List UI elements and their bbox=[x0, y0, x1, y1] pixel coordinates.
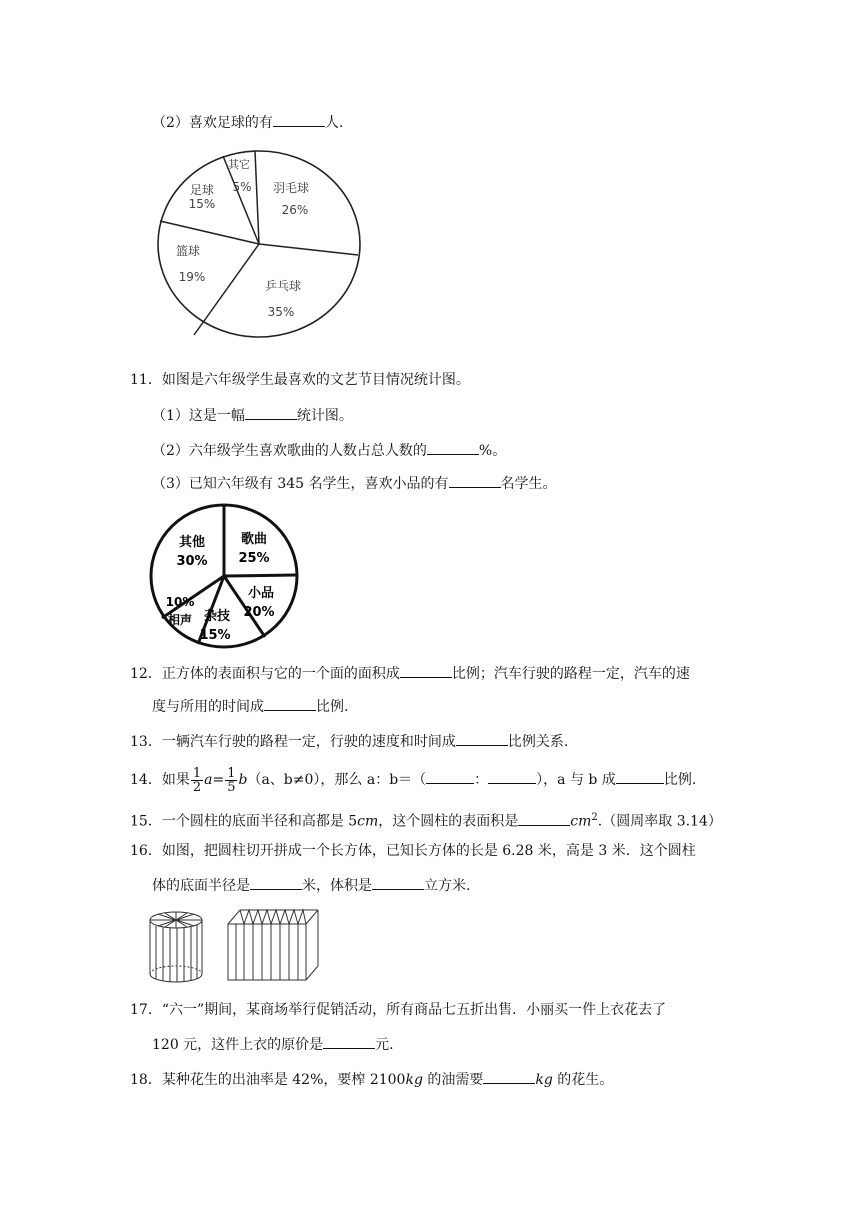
q17-l2-b: 元. bbox=[375, 1037, 394, 1053]
q13-a: 13．一辆汽车行驶的路程一定，行驶的速度和时间成 bbox=[130, 734, 456, 750]
q16-l2-a: 体的底面半径是 bbox=[152, 878, 250, 894]
answer-blank[interactable] bbox=[426, 769, 474, 784]
q18-unit1: kg bbox=[405, 1072, 423, 1088]
fraction-one-fifth bbox=[225, 767, 237, 794]
answer-blank[interactable] bbox=[456, 731, 508, 746]
cuboid-icon bbox=[228, 910, 318, 980]
q16-line2 bbox=[152, 875, 470, 896]
q10-sub2-end: 人. bbox=[324, 115, 344, 131]
answer-blank[interactable] bbox=[488, 769, 536, 784]
answer-blank[interactable] bbox=[518, 811, 570, 826]
q11-sub3-b: 名学生。 bbox=[500, 476, 557, 492]
sports-pie-chart bbox=[154, 146, 364, 342]
frac2-den: 5 bbox=[227, 779, 236, 795]
pie1-pct-pingpong: 35% bbox=[267, 305, 295, 319]
q11-sub1-b: 统计图。 bbox=[296, 408, 353, 424]
q12-l2-a: 度与所用的时间成 bbox=[152, 699, 264, 715]
q12-line2 bbox=[152, 696, 348, 717]
frac2-num: 1 bbox=[227, 765, 236, 781]
q14-close: ），a 与 b 成 bbox=[536, 772, 616, 788]
q10-sub2-text: （2）喜欢足球的有 bbox=[152, 115, 273, 131]
pie2-pct-acrobatics: 15% bbox=[199, 628, 231, 643]
pie2-pct-crosstalk: 10% bbox=[165, 595, 195, 609]
q14-a: 14．如果 bbox=[130, 772, 190, 788]
pie1-pct-basketball: 19% bbox=[178, 270, 206, 284]
cylinder-icon bbox=[150, 912, 202, 982]
pie1-pct-badminton: 26% bbox=[281, 203, 309, 217]
q15-a: 15．一个圆柱的底面半径和高都是 5 bbox=[130, 813, 358, 830]
q14-var-a: a bbox=[204, 772, 213, 788]
q15 bbox=[130, 808, 722, 832]
q15-b: ，这个圆柱的表面积是 bbox=[378, 813, 519, 830]
q18 bbox=[130, 1069, 613, 1090]
frac1-den: 2 bbox=[192, 779, 202, 795]
q11-sub2-a: （2）六年级学生喜欢歌曲的人数占总人数的 bbox=[152, 443, 427, 459]
q14-end: 比例. bbox=[663, 772, 697, 788]
answer-blank[interactable] bbox=[250, 875, 302, 890]
q11-sub2 bbox=[152, 440, 506, 461]
answer-blank[interactable] bbox=[449, 473, 501, 488]
q12-l2-b: 比例. bbox=[316, 699, 349, 715]
q15-unit2: cm bbox=[570, 813, 592, 830]
q11-sub1-a: （1）这是一幅 bbox=[152, 408, 245, 424]
pie2-pct-skit: 20% bbox=[243, 605, 275, 620]
pie1-label-pingpong: 乒乓球 bbox=[264, 279, 302, 293]
pie2-label-other: 其他 bbox=[178, 535, 206, 550]
q13-b: 比例关系. bbox=[507, 734, 569, 750]
q18-a: 18．某种花生的出油率是 42%，要榨 2100 bbox=[130, 1072, 406, 1088]
q11-sub2-b: %。 bbox=[478, 443, 507, 459]
pie1-pct-other: 5% bbox=[232, 180, 252, 194]
answer-blank[interactable] bbox=[427, 440, 479, 455]
pie1-label-football: 足球 bbox=[189, 183, 215, 197]
q15-unit1: cm bbox=[357, 813, 379, 830]
q18-c: 的花生。 bbox=[552, 1072, 614, 1088]
q14-colon: ： bbox=[474, 772, 489, 788]
answer-blank[interactable] bbox=[616, 769, 664, 784]
q12-l1-b: 比例；汽车行驶的路程一定，汽车的速 bbox=[451, 666, 690, 682]
answer-blank[interactable] bbox=[273, 112, 325, 127]
fraction-one-half bbox=[191, 767, 203, 794]
q11-sub1 bbox=[152, 405, 353, 426]
q10-sub2 bbox=[152, 112, 343, 133]
q15-sup: 2 bbox=[591, 812, 598, 823]
answer-blank[interactable] bbox=[264, 696, 316, 711]
q14-var-b: b bbox=[238, 772, 248, 788]
q11-stem: 11．如图是六年级学生最喜欢的文艺节目情况统计图。 bbox=[130, 372, 470, 388]
answer-blank[interactable] bbox=[483, 1069, 535, 1084]
q14-eq: = bbox=[212, 772, 225, 788]
q15-c: .（圆周率取 3.14） bbox=[597, 813, 722, 830]
arts-pie-chart bbox=[148, 500, 302, 650]
q16-l2-b: 米，体积是 bbox=[302, 878, 372, 894]
q14-cond: （a、b≠0），那么 a：b＝（ bbox=[247, 772, 427, 788]
q12-line1 bbox=[130, 663, 690, 684]
pie1-label-other: 其它 bbox=[228, 158, 250, 171]
answer-blank[interactable] bbox=[372, 875, 424, 890]
pie2-pct-other: 30% bbox=[176, 554, 208, 569]
q18-b: 的油需要 bbox=[422, 1072, 484, 1088]
q16-line1: 16．如图，把圆柱切开拼成一个长方体，已知长方体的长是 6.28 米，高是 3 米．这个圆柱 bbox=[130, 843, 696, 859]
q18-unit2: kg bbox=[535, 1072, 553, 1088]
pie1-pct-football: 15% bbox=[188, 197, 216, 211]
q11-sub3-a: （3）已知六年级有 345 名学生，喜欢小品的有 bbox=[152, 476, 449, 492]
pie2-label-song: 歌曲 bbox=[240, 532, 268, 547]
cylinder-to-cuboid-figure bbox=[146, 906, 326, 984]
answer-blank[interactable] bbox=[400, 663, 452, 678]
q17-line1: 17．“六一”期间，某商场举行促销活动，所有商品七五折出售．小丽买一件上衣花去了 bbox=[130, 1002, 667, 1018]
q17-line2 bbox=[152, 1034, 394, 1055]
q12-l1-a: 12．正方体的表面积与它的一个面的面积成 bbox=[130, 666, 400, 682]
pie2-label-crosstalk: 相声 bbox=[167, 613, 193, 627]
q14 bbox=[130, 763, 696, 797]
frac1-num: 1 bbox=[192, 765, 202, 781]
answer-blank[interactable] bbox=[245, 405, 297, 420]
pie1-label-basketball: 篮球 bbox=[175, 244, 201, 258]
q16-l2-c: 立方米. bbox=[424, 878, 471, 894]
q17-l2-a: 120 元，这件上衣的原价是 bbox=[152, 1037, 324, 1053]
pie1-label-badminton: 羽毛球 bbox=[272, 181, 310, 195]
q11-sub3 bbox=[152, 473, 557, 494]
pie2-label-skit: 小品 bbox=[247, 586, 275, 601]
q13 bbox=[130, 731, 568, 752]
pie2-pct-song: 25% bbox=[238, 551, 270, 566]
pie2-label-acrobatics: 杂技 bbox=[203, 609, 231, 624]
answer-blank[interactable] bbox=[323, 1034, 375, 1049]
